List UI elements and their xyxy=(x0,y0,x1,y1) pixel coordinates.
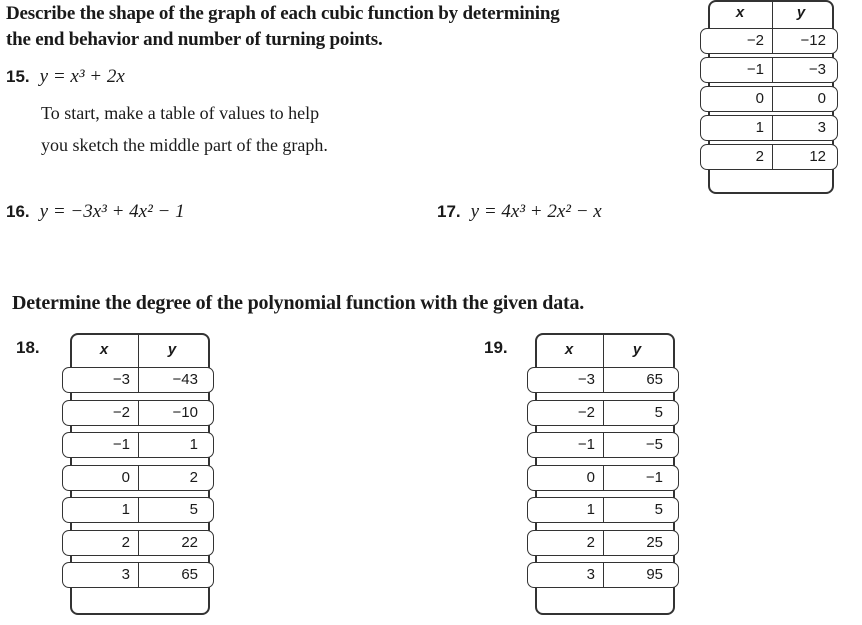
table-row xyxy=(62,432,214,458)
cell-y: −3 xyxy=(808,61,826,78)
cell-y: 3 xyxy=(817,119,826,136)
table-row xyxy=(62,497,214,523)
cell-x: −1 xyxy=(701,58,773,82)
table-header xyxy=(708,4,830,21)
table-row xyxy=(700,86,838,112)
problem-number: 16. xyxy=(6,202,30,221)
header-y: y xyxy=(167,341,177,358)
cell-y: −43 xyxy=(172,371,198,388)
problem-17 xyxy=(437,201,602,223)
table-row xyxy=(527,432,679,458)
cell-x: −2 xyxy=(63,401,139,425)
cell-y: −10 xyxy=(172,403,198,421)
problem-equation: y = −3x³ + 4x² − 1 xyxy=(39,201,185,222)
cell-y: 5 xyxy=(189,501,198,518)
problem-equation: y = x³ + 2x xyxy=(39,66,125,87)
cell-x: 1 xyxy=(701,116,773,140)
cell-y: 95 xyxy=(646,566,663,583)
heading-line-2: the end behavior and number of turning points. xyxy=(6,29,383,50)
hint-line-1: To start, make a table of values to help xyxy=(41,103,320,123)
cell-y: 5 xyxy=(654,501,663,518)
table-row xyxy=(62,465,214,491)
cell-y: 65 xyxy=(646,371,663,388)
problem-16 xyxy=(6,201,185,223)
table-row xyxy=(62,367,214,393)
table-row xyxy=(700,144,838,170)
header-y: y xyxy=(796,4,806,21)
cell-y: −5 xyxy=(645,436,663,453)
table-header xyxy=(70,341,206,358)
heading-line-1: Describe the shape of the graph of each cubic function by determining xyxy=(6,3,560,24)
problem-15-hint xyxy=(41,97,328,161)
table-row xyxy=(527,367,679,393)
table-row xyxy=(527,465,679,491)
cell-x: 3 xyxy=(63,563,139,587)
cell-x: 0 xyxy=(528,466,604,490)
cell-x: 3 xyxy=(528,563,604,587)
table-row xyxy=(700,57,838,83)
cell-y: −12 xyxy=(800,32,826,49)
cell-x: 2 xyxy=(63,531,139,555)
cell-x: 1 xyxy=(63,498,139,522)
problem-number: 15. xyxy=(6,67,30,86)
problem-15 xyxy=(6,66,125,88)
cell-x: −2 xyxy=(528,401,604,425)
cell-x: −3 xyxy=(63,368,139,392)
header-x: x xyxy=(564,341,574,358)
table-row xyxy=(527,530,679,556)
table-header xyxy=(535,341,671,358)
cell-y: 2 xyxy=(189,468,198,486)
table-row xyxy=(62,530,214,556)
cell-x: 2 xyxy=(701,145,773,169)
hint-line-2: you sketch the middle part of the graph. xyxy=(41,135,328,155)
table-row xyxy=(527,562,679,588)
cell-y: 25 xyxy=(646,533,663,551)
cell-x: 0 xyxy=(701,87,773,111)
cell-x: −1 xyxy=(63,433,139,457)
problem-18-table xyxy=(62,333,212,611)
table-row xyxy=(62,400,214,426)
header-y: y xyxy=(632,341,642,358)
cell-x: −2 xyxy=(701,29,773,53)
section-heading-cubic xyxy=(6,1,560,53)
cell-y: 0 xyxy=(817,90,826,107)
cell-x: −1 xyxy=(528,433,604,457)
header-x: x xyxy=(99,341,109,358)
cell-y: −1 xyxy=(645,468,663,486)
problem-number: 17. xyxy=(437,202,461,221)
cell-x: 1 xyxy=(528,498,604,522)
table-row xyxy=(62,562,214,588)
table-row xyxy=(527,400,679,426)
cell-y: 12 xyxy=(809,148,826,165)
cell-y: 65 xyxy=(181,566,198,583)
problem-19-number: 19. xyxy=(484,338,508,357)
cell-x: 0 xyxy=(63,466,139,490)
table-row xyxy=(527,497,679,523)
cell-x: 2 xyxy=(528,531,604,555)
cell-y: 5 xyxy=(654,403,663,421)
cell-x: −3 xyxy=(528,368,604,392)
table-row xyxy=(700,28,838,54)
problem-18-number: 18. xyxy=(16,338,40,357)
cell-y: 22 xyxy=(181,533,198,551)
problem-equation: y = 4x³ + 2x² − x xyxy=(470,201,602,222)
problem-19-table xyxy=(527,333,677,611)
header-x: x xyxy=(735,4,745,21)
section-heading-degree: Determine the degree of the polynomial function with the given data. xyxy=(12,292,585,314)
table-row xyxy=(700,115,838,141)
problem-15-table xyxy=(700,0,838,190)
cell-y: 1 xyxy=(189,436,198,453)
